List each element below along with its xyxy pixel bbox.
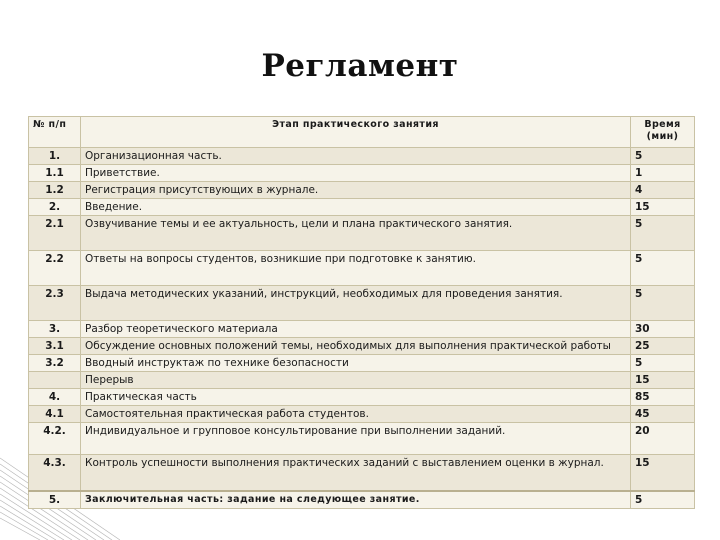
row-time: 5 — [631, 286, 695, 321]
table-row — [29, 355, 695, 372]
row-num: 4.2. — [29, 423, 81, 455]
table-row — [29, 216, 695, 251]
table-row — [29, 406, 695, 423]
table-row — [29, 372, 695, 389]
header-stage: Этап практического занятия — [81, 117, 631, 148]
row-num: 2. — [29, 199, 81, 216]
table-row — [29, 286, 695, 321]
table-row — [29, 423, 695, 455]
row-time: 5 — [631, 491, 695, 509]
row-num: 3.2 — [29, 355, 81, 372]
row-num: 1.2 — [29, 182, 81, 199]
row-num: 4.1 — [29, 406, 81, 423]
row-stage: Регистрация присутствующих в журнале. — [81, 182, 631, 199]
row-stage: Самостоятельная практическая работа студентов. — [81, 406, 631, 423]
row-time: 5 — [631, 251, 695, 286]
header-num: № п/п — [29, 117, 81, 148]
row-time: 1 — [631, 165, 695, 182]
row-stage: Контроль успешности выполнения практических заданий с выставлением оценки в журнал. — [81, 455, 631, 491]
row-stage: Приветствие. — [81, 165, 631, 182]
row-stage: Практическая часть — [81, 389, 631, 406]
table-row-final — [29, 491, 695, 509]
row-time: 20 — [631, 423, 695, 455]
row-time: 15 — [631, 372, 695, 389]
row-stage: Заключительная часть: задание на следующее занятие. — [81, 491, 631, 509]
row-stage: Введение. — [81, 199, 631, 216]
table-row — [29, 182, 695, 199]
page-title: Регламент — [261, 48, 459, 84]
table-row — [29, 199, 695, 216]
row-stage: Индивидуальное и групповое консультирование при выполнении заданий. — [81, 423, 631, 455]
row-num: 3.1 — [29, 338, 81, 355]
row-stage: Обсуждение основных положений темы, необходимых для выполнения практической работы — [81, 338, 631, 355]
row-time: 15 — [631, 455, 695, 491]
schedule-table — [28, 116, 695, 509]
table-row — [29, 321, 695, 338]
row-num: 3. — [29, 321, 81, 338]
row-stage: Организационная часть. — [81, 148, 631, 165]
row-stage: Ответы на вопросы студентов, возникшие при подготовке к занятию. — [81, 251, 631, 286]
row-num — [29, 372, 81, 389]
row-num: 4.3. — [29, 455, 81, 491]
row-time: 45 — [631, 406, 695, 423]
row-num: 4. — [29, 389, 81, 406]
table-row — [29, 338, 695, 355]
row-stage: Озвучивание темы и ее актуальность, цели и плана практического занятия. — [81, 216, 631, 251]
table-header-row — [29, 117, 695, 148]
table-row — [29, 251, 695, 286]
table-row — [29, 148, 695, 165]
table-row — [29, 165, 695, 182]
row-time: 25 — [631, 338, 695, 355]
row-num: 2.1 — [29, 216, 81, 251]
header-time: Время (мин) — [631, 117, 695, 148]
row-num: 1. — [29, 148, 81, 165]
row-time: 15 — [631, 199, 695, 216]
row-num: 1.1 — [29, 165, 81, 182]
row-time: 85 — [631, 389, 695, 406]
row-time: 5 — [631, 148, 695, 165]
row-num: 5. — [29, 491, 81, 509]
row-stage: Перерыв — [81, 372, 631, 389]
row-stage: Вводный инструктаж по технике безопасности — [81, 355, 631, 372]
row-stage: Выдача методических указаний, инструкций, необходимых для проведения занятия. — [81, 286, 631, 321]
row-num: 2.3 — [29, 286, 81, 321]
row-num: 2.2 — [29, 251, 81, 286]
row-time: 30 — [631, 321, 695, 338]
row-time: 5 — [631, 355, 695, 372]
row-time: 5 — [631, 216, 695, 251]
row-stage: Разбор теоретического материала — [81, 321, 631, 338]
row-time: 4 — [631, 182, 695, 199]
table-row — [29, 455, 695, 491]
table-row — [29, 389, 695, 406]
